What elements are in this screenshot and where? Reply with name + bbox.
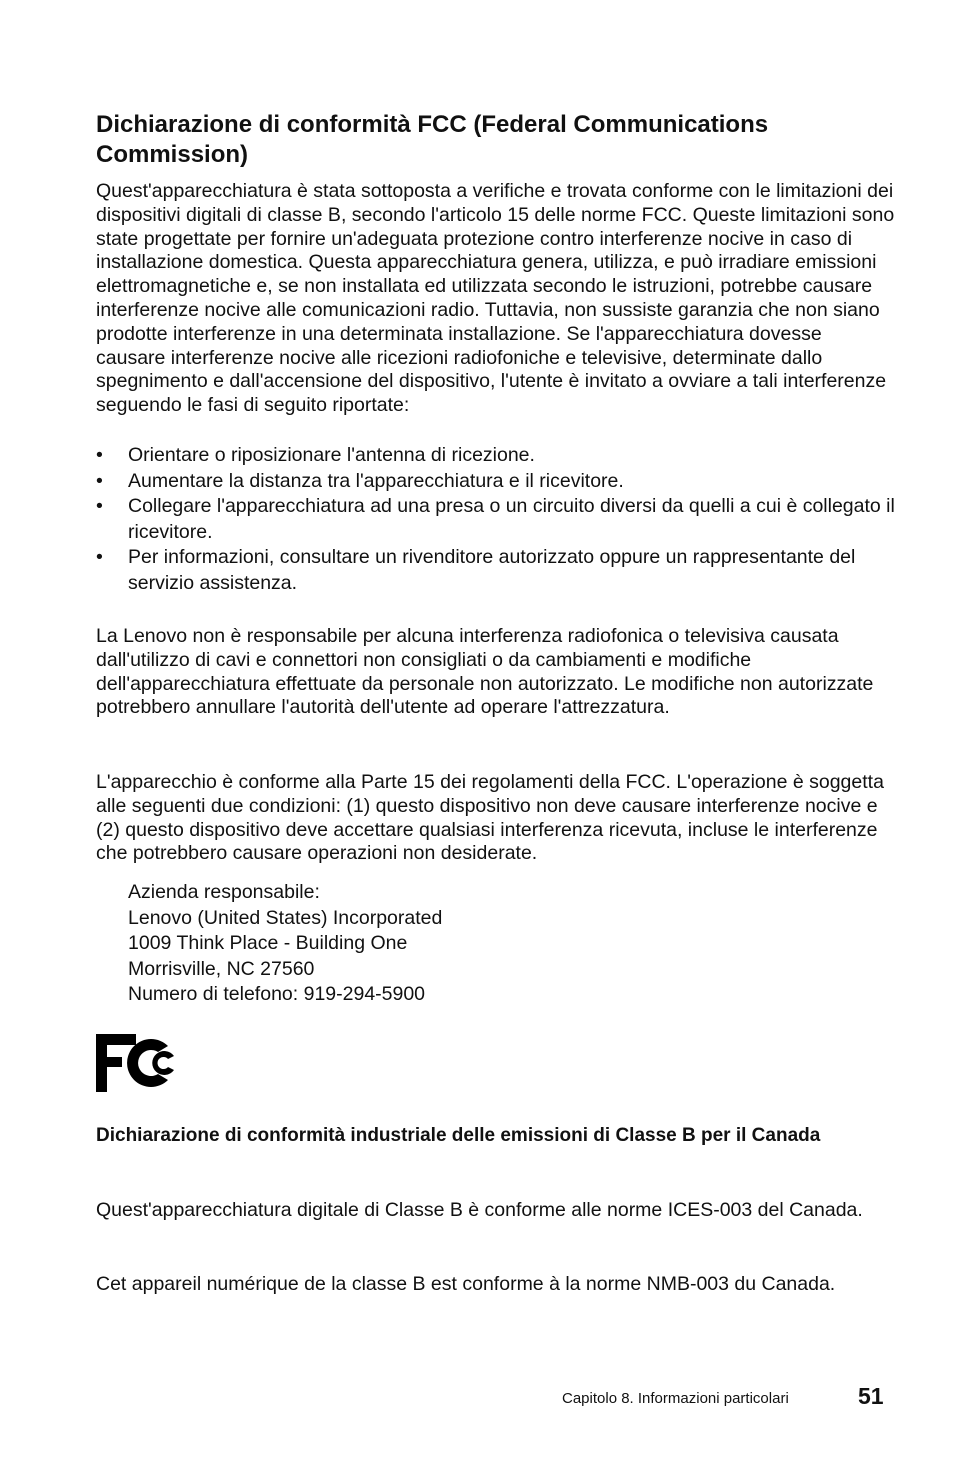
bullet-icon: • <box>96 546 103 568</box>
list-item-text: Per informazioni, consultare un rivenditore autorizzato oppure un rappresentante del servizio assistenza. <box>128 546 856 594</box>
fcc-logo-icon <box>96 1034 178 1092</box>
address-line: 1009 Think Place - Building One <box>128 932 408 955</box>
part15-paragraph: L'apparecchio è conforme alla Parte 15 dei regolamenti della FCC. L'operazione è soggetta alle seguenti due condizioni: (1) questo dispositivo non deve causare interferenze nocive e (2) questo dispositivo deve accettare qualsiasi interferenza ricevuta, incluse le interferenze che potrebbero causare operazioni non desiderate. <box>96 771 884 865</box>
responsible-party-address <box>128 880 728 1008</box>
canada-paragraph-italian: Quest'apparecchiatura digitale di Classe B è conforme alle norme ICES-003 del Canada. <box>96 1199 863 1221</box>
list-item-text: Aumentare la distanza tra l'apparecchiatura e il ricevitore. <box>128 469 624 492</box>
fcc-intro-paragraph: Quest'apparecchiatura è stata sottoposta a verifiche e trovata conforme con le limitazioni dei dispositivi digitali di classe B, secondo l'articolo 15 delle norme FCC. Queste limitazioni sono state progettate per fornire un'adeguata protezione contro interferenze nocive in caso di installazione domestica. Questa apparecchiatura genera, utilizza, e può irradiare emissioni elettromagnetiche e, se non installata ed utilizzata secondo le istruzioni, potrebbe causare interferenze nocive alle comunicazioni radio. Tuttavia, non sussiste garanzia che non siano prodotte interferenze in una determinata installazione. Se l'apparecchiatura dovesse causare interferenze nocive alle ricezioni radiofoniche e televisive, determinate dallo spegnimento e dall'accensione del dispositivo, l'utente è invitato a ovviare a tali interferenze seguendo le fasi di seguito riportate: <box>96 180 895 417</box>
list-item-text: Collegare l'apparecchiatura ad una presa o un circuito diversi da quelli a cui è collegato il ricevitore. <box>128 495 895 543</box>
address-line: Morrisville, NC 27560 <box>128 957 315 980</box>
section-title-fcc: Dichiarazione di conformità FCC (Federal Communications Commission) <box>96 111 769 168</box>
bullet-icon: • <box>96 469 103 492</box>
page-number: 51 <box>858 1383 884 1409</box>
list-item-text: Orientare o riposizionare l'antenna di ricezione. <box>128 444 535 466</box>
fcc-steps-list <box>96 443 896 596</box>
bullet-icon: • <box>96 495 103 517</box>
section-title-canada: Dichiarazione di conformità industriale delle emissioni di Classe B per il Canada <box>96 1125 821 1146</box>
list-item <box>96 545 896 596</box>
address-line: Lenovo (United States) Incorporated <box>128 906 443 929</box>
address-line: Numero di telefono: 919-294-5900 <box>128 983 426 1006</box>
list-item <box>96 443 896 469</box>
address-line: Azienda responsabile: <box>128 881 320 903</box>
list-item <box>96 494 896 545</box>
canada-paragraph-french: Cet appareil numérique de la classe B est conforme à la norme NMB-003 du Canada. <box>96 1273 836 1295</box>
bullet-icon: • <box>96 444 103 466</box>
footer-chapter-label: Capitolo 8. Informazioni particolari <box>562 1390 789 1407</box>
lenovo-liability-paragraph: La Lenovo non è responsabile per alcuna interferenza radiofonica o televisiva causata dall'utilizzo di cavi e connettori non consigliati o da cambiamenti e modifiche dell'apparecchiatura effettuate da personale non autorizzato. Le modifiche non autorizzate potrebbero annullare l'autorità dell'utente ad operare l'attrezzatura. <box>96 625 874 719</box>
list-item <box>96 469 896 495</box>
